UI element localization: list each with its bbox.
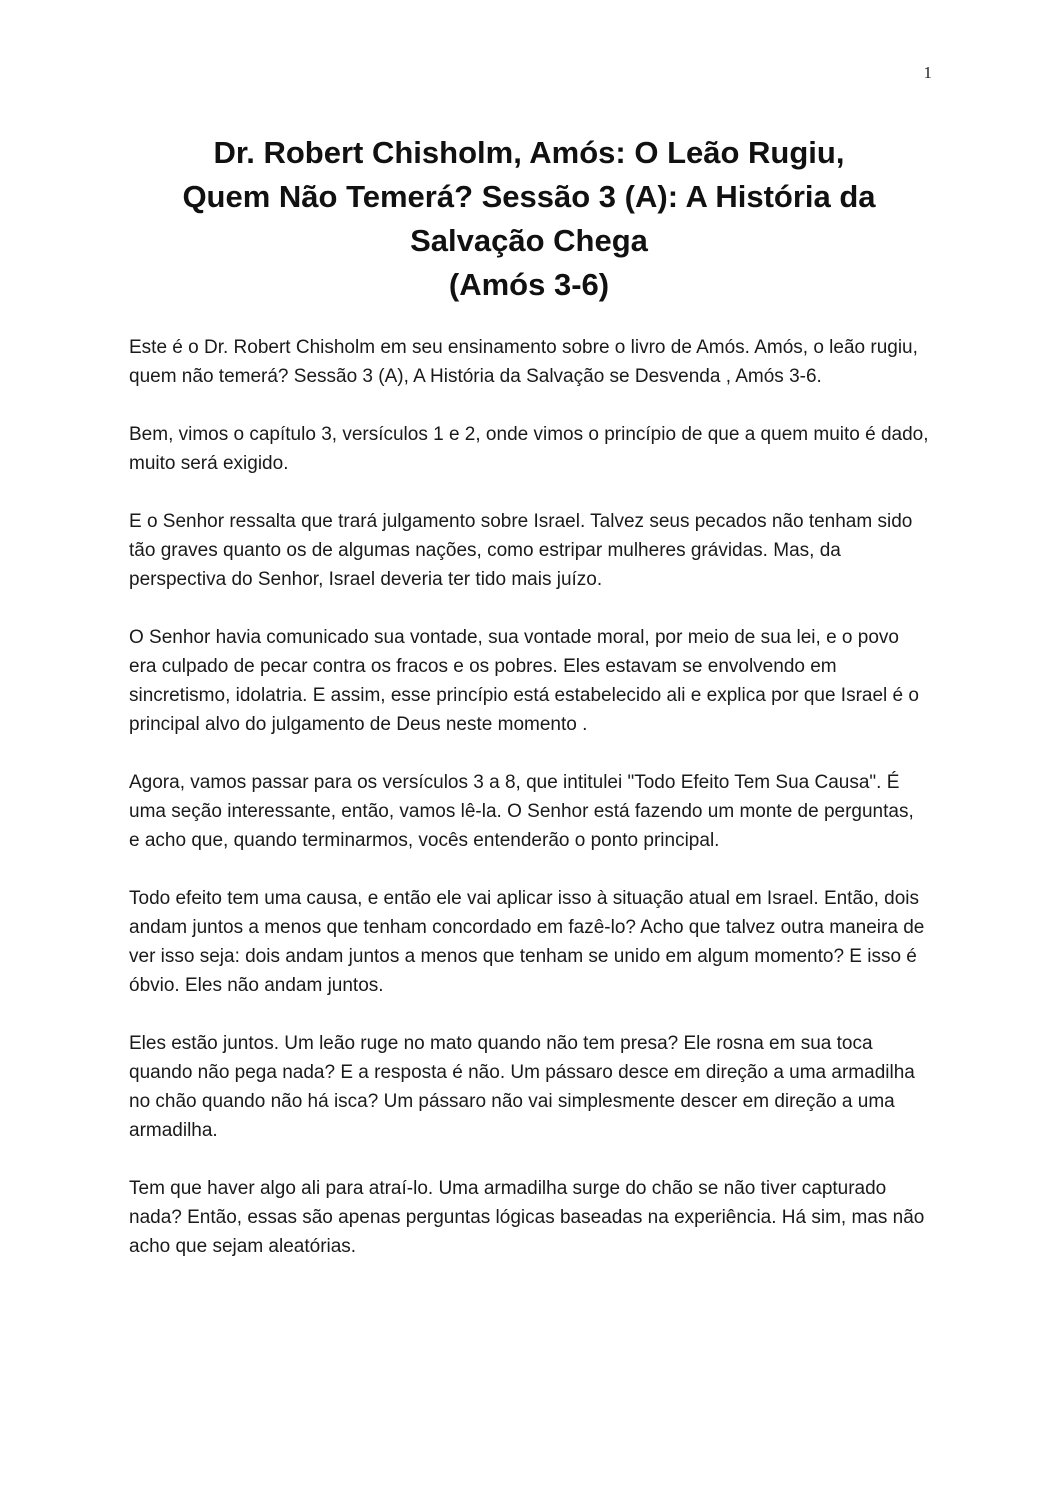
paragraph: Bem, vimos o capítulo 3, versículos 1 e 2, onde vimos o princípio de que a quem muito é dado, muito será exigido. — [129, 424, 929, 474]
title-line: Salvação Chega — [410, 223, 648, 258]
title-line: Quem Não Temerá? Sessão 3 (A): A História da — [182, 179, 876, 214]
paragraph: Tem que haver algo ali para atraí-lo. Uma armadilha surge do chão se não tiver capturado nada? Então, essas são apenas perguntas lógicas baseadas na experiência. Há sim, mas não acho que sejam aleatórias. — [129, 1178, 925, 1257]
paragraph: Este é o Dr. Robert Chisholm em seu ensinamento sobre o livro de Amós. Amós, o leão rugiu, quem não temerá? Sessão 3 (A), A História da Salvação se Desvenda , Amós 3-6. — [129, 337, 918, 387]
paragraph: O Senhor havia comunicado sua vontade, sua vontade moral, por meio de sua lei, e o povo era culpado de pecar contra os fracos e os pobres. Eles estavam se envolvendo em sincretismo, idolatria. E assim, esse princípio está estabelecido ali e explica por que Israel é o principal alvo do julgamento de Deus neste momento . — [129, 627, 919, 735]
document-title — [129, 131, 929, 307]
title-line: Dr. Robert Chisholm, Amós: O Leão Rugiu, — [213, 135, 845, 170]
page-number: 1 — [923, 63, 932, 82]
paragraph: E o Senhor ressalta que trará julgamento sobre Israel. Talvez seus pecados não tenham sido tão graves quanto os de algumas nações, como estripar mulheres grávidas. Mas, da perspectiva do Senhor, Israel deveria ter tido mais juízo. — [129, 511, 913, 590]
document-body — [129, 333, 929, 1290]
paragraph: Todo efeito tem uma causa, e então ele vai aplicar isso à situação atual em Israel. Então, dois andam juntos a menos que tenham concordado em fazê-lo? Acho que talvez outra maneira de ver isso seja: dois andam juntos a menos que tenham se unido em algum momento? E isso é óbvio. Eles não andam juntos. — [129, 888, 925, 996]
title-line: (Amós 3-6) — [448, 267, 610, 302]
paragraph: Agora, vamos passar para os versículos 3 a 8, que intitulei "Todo Efeito Tem Sua Causa". É uma seção interessante, então, vamos lê-la. O Senhor está fazendo um monte de perguntas, e acho que, quando terminarmos, vocês entenderão o ponto principal. — [129, 772, 914, 851]
paragraph: Eles estão juntos. Um leão ruge no mato quando não tem presa? Ele rosna em sua toca quando não pega nada? E a resposta é não. Um pássaro desce em direção a uma armadilha no chão quando não há isca? Um pássaro não vai simplesmente descer em direção a uma armadilha. — [129, 1033, 915, 1141]
